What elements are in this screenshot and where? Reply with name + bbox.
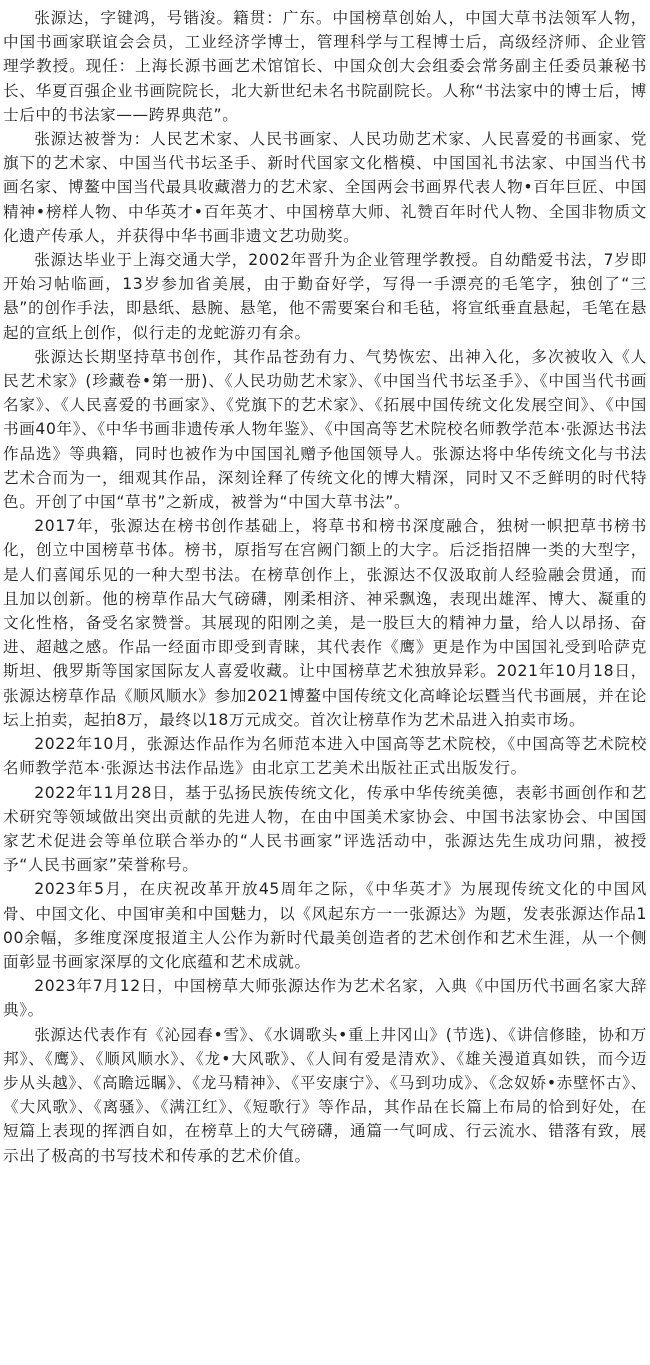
paragraph-works-collections: 张源达长期坚持草书创作，其作品苍劲有力、气势恢宏、出神入化，多次被收入《人民艺术家》(珍藏卷•第一册)、《人民功勋艺术家》、《中国当代书坛圣手》、《中国当代书画名家》、《人民喜爱的书画家》、《党旗下的艺术家》、《拓展中国传统文化发展空间》、《中国书画40年》、《中华书画非遗传承人物年鉴》、《中国高等艺术院校名师教学范本·张源达书法作品选》等典籍，同时也被作为中国国礼赠予他国领导人。张源达将中华传统文化与书法艺术合而为一，细观其作品，深刻诠释了传统文化的博大精深，同时又不乏鲜明的时代特色。开创了中国“草书”之新成，被誉为“中国大草书法”。 [3,347,647,512]
paragraph-2017: 2017年，张源达在榜书创作基础上，将草书和榜书深度融合，独树一帜把草书榜书化，创立中国榜草书体。榜书，原指写在宫阙门额上的大字。后泛指招牌一类的大型字，是人们喜闻乐见的一种大型书法。在榜草创作上，张源达不仅汲取前人经验融会贯通，而且加以创新。他的榜草作品大气磅礴，刚柔相济、神采飘逸，表现出雄浑、博大、凝重的文化性格，备受名家赞誉。其展现的阳刚之美，是一股巨大的精神力量，给人以昂扬、奋进、超越之感。作品一经面市即受到青睐，其代表作《鹰》更是作为中国国礼受到哈萨克斯坦、俄罗斯等国家国际友人喜爱收藏。让中国榜草艺术独放异彩。2021年10月18日，张源达榜草作品《顺风顺水》参加2021博鳌中国传统文化高峰论坛暨当代书画展，并在论坛上拍卖，起拍8万，最终以18万元成交。首次让榜草作为艺术品进入拍卖市场。 [3,517,647,729]
paragraph-2023-jul: 2023年7月12日，中国榜草大师张源达作为艺术名家，入典《中国历代书画名家大辞典》。 [3,977,647,1020]
paragraph-education: 张源达毕业于上海交通大学，2002年晋升为企业管理学教授。自幼酷爱书法，7岁即开始习帖临画，13岁参加省美展，由于勤奋好学，写得一手漂亮的毛笔字，独创了“三悬”的创作手法，即悬纸、悬腕、悬笔，他不需要案台和毛毡，将宣纸垂直悬起，毛笔在悬起的宣纸上创作，似行走的龙蛇游刃有余。 [3,251,647,342]
paragraph-2022-nov: 2022年11月28日，基于弘扬民族传统文化，传承中华传统美德，表彰书画创作和艺术研究等领域做出突出贡献的先进人物，在由中国美术家协会、中国书法家协会、中国国家艺术促进会等单位联合举办的“人民书画家”评选活动中，张源达先生成功问鼎，被授予“人民书画家”荣誉称号。 [3,783,647,875]
paragraph-honors: 张源达被誉为：人民艺术家、人民书画家、人民功勋艺术家、人民喜爱的书画家、党旗下的艺术家、中国当代书坛圣手、新时代国家文化楷模、中国国礼书法家、中国当代书画名家、博鳌中国当代最具收藏潜力的艺术家、全国两会书画界代表人物•百年巨匠、中国精神•榜样人物、中华英才•百年英才、中国榜草大师、礼赞百年时代人物、全国非物质文化遗产传承人，并获得中华书画非遗文艺功勋奖。 [3,130,647,245]
paragraph-representative-works: 张源达代表作有《沁园春•雪》、《水调歌头•重上井冈山》(节选)、《讲信修睦，协和万邦》、《鹰》、《顺风顺水》、《龙•大风歌》、《人间有爱是清欢》、《雄关漫道真如铁，而今迈步从头越》、《高瞻远瞩》、《龙马精神》、《平安康宁》、《马到功成》、《念奴娇•赤壁怀古》、《大风歌》、《离骚》、《满江红》、《短歌行》等作品，其作品在长篇上布局的恰到好处，在短篇上表现的挥洒自如，在榜草上的大气磅礴，通篇一气呵成、行云流水、错落有致，展示出了极高的书写技术和传承的艺术价值。 [3,1025,647,1165]
paragraph-intro: 张源达，字键鸿，号锴浚。籍贯：广东。中国榜草创始人，中国大草书法领军人物，中国书画家联谊会会员，工业经济学博士，管理科学与工程博士后，高级经济师、企业管理学教授。现任：上海长源书画艺术馆馆长、中国众创大会组委会常务副主任委员兼秘书长、华夏百强企业书画院院长，北大新世纪未名书院副院长。人称“书法家中的博士后，博士后中的书法家——跨界典范”。 [3,9,647,124]
article-body [3,6,647,1168]
paragraph-2022-oct: 2022年10月，张源达作品作为名师范本进入中国高等艺术院校，《中国高等艺术院校名师教学范本·张源达书法作品选》由北京工艺美术出版社正式出版发行。 [3,735,647,778]
paragraph-2023-may: 2023年5月，在庆祝改革开放45周年之际，《中华英才》为展现传统文化的中国风骨、中国文化、中国审美和中国魅力，以《风起东方一一张源达》为题，发表张源达作品100余幅，多维度深度报道主人公作为新时代最美创造者的艺术创作和艺术生涯，从一个侧面彰显书画家深厚的文化底蕴和艺术成就。 [3,880,647,971]
